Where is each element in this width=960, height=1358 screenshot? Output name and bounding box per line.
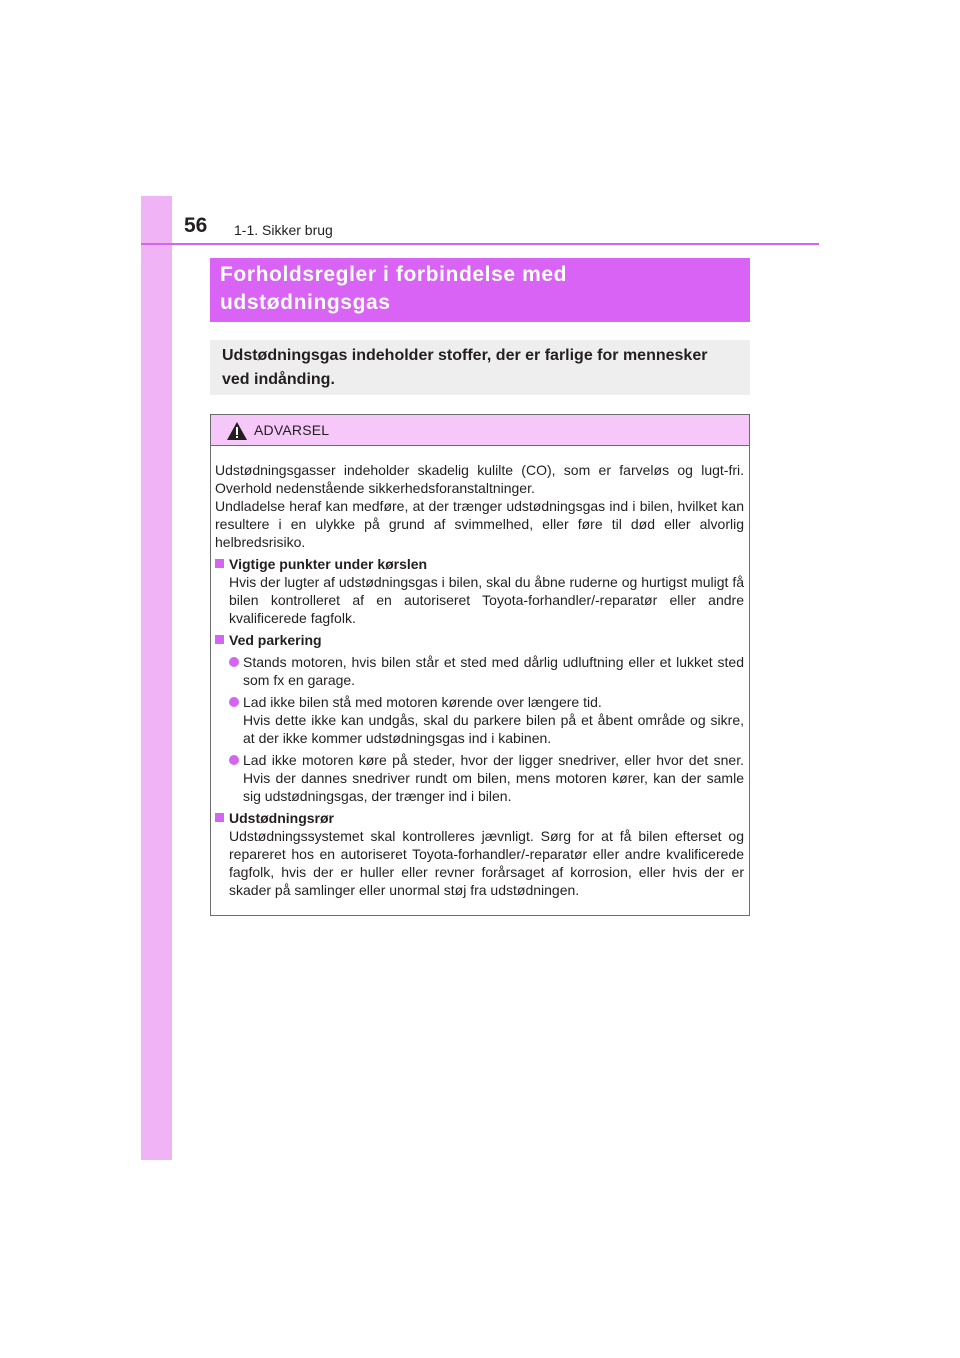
header-divider (141, 243, 819, 245)
warning-header (211, 415, 749, 446)
round-bullet-icon (229, 697, 239, 707)
section-heading-driving: Vigtige punkter under kørslen (215, 555, 744, 573)
section-label: 1-1. Sikker brug (234, 222, 333, 238)
summary-box (210, 340, 750, 395)
list-item: Lad ikke motoren køre på steder, hvor der ligger snedriver, eller hvor det sner. Hvis der dannes snedriver rundt om bilen, mens motoren kører, kan der samle sig udstødningsgas, der trænger ind i bilen. (229, 751, 744, 805)
square-bullet-icon (215, 813, 224, 822)
page-title (210, 258, 750, 322)
warning-intro-1: Udstødningsgasser indeholder skadelig kulilte (CO), som er farveløs og lugt-fri. Overhold nedenstående sikkerhedsforanstaltninger. (215, 462, 744, 496)
warning-body (211, 446, 749, 899)
list-item: Stands motoren, hvis bilen står et sted med dårlig udluftning eller et lukket sted som fx en garage. (229, 653, 744, 689)
section-heading-exhaust-pipe: Udstødningsrør (215, 809, 744, 827)
list-item: Lad ikke bilen stå med motoren kørende over længere tid. Hvis dette ikke kan undgås, skal du parkere bilen på et åbent område og sikre, at der ikke kommer udstødningsgas ind i kabinen. (229, 693, 744, 747)
square-bullet-icon (215, 559, 224, 568)
round-bullet-icon (229, 657, 239, 667)
title-line-2: udstødningsgas (220, 291, 391, 314)
warning-title: ADVARSEL (254, 422, 330, 438)
warning-triangle-icon (226, 421, 248, 441)
summary-line-1: Udstødningsgas indeholder stoffer, der er farlige for mennesker (222, 347, 708, 364)
page-number: 56 (184, 214, 208, 237)
section-text-driving: Hvis der lugter af udstødningsgas i bilen, skal du åbne ruderne og hurtigst muligt få bilen kontrolleret af en autoriseret Toyota-forhandler/-reparatør eller andre kvalificerede fagfolk. (229, 574, 744, 626)
section-text-exhaust-pipe: Udstødningssystemet skal kontrolleres jævnligt. Sørg for at få bilen efterset og repareret hos en autoriseret Toyota-forhandler/-reparatør eller andre kvalificerede fagfolk, hvis der er huller eller revner forårsaget af korrosion, eller hvis der er skader på samlinger eller unormal støj fra udstødningen. (229, 828, 744, 898)
warning-box (210, 414, 750, 916)
section-heading-parking: Ved parkering (215, 631, 744, 649)
title-line-1: Forholdsregler i forbindelse med (220, 263, 568, 286)
side-tab-strip (141, 196, 172, 1160)
square-bullet-icon (215, 635, 224, 644)
round-bullet-icon (229, 755, 239, 765)
warning-intro-2: Undladelse heraf kan medføre, at der trænger udstødningsgas ind i bilen, hvilket kan resultere i en ulykke på grund af svimmelhed, eller føre til død eller alvorlig helbredsrisiko. (215, 498, 744, 550)
summary-line-2: ved indånding. (222, 371, 335, 388)
